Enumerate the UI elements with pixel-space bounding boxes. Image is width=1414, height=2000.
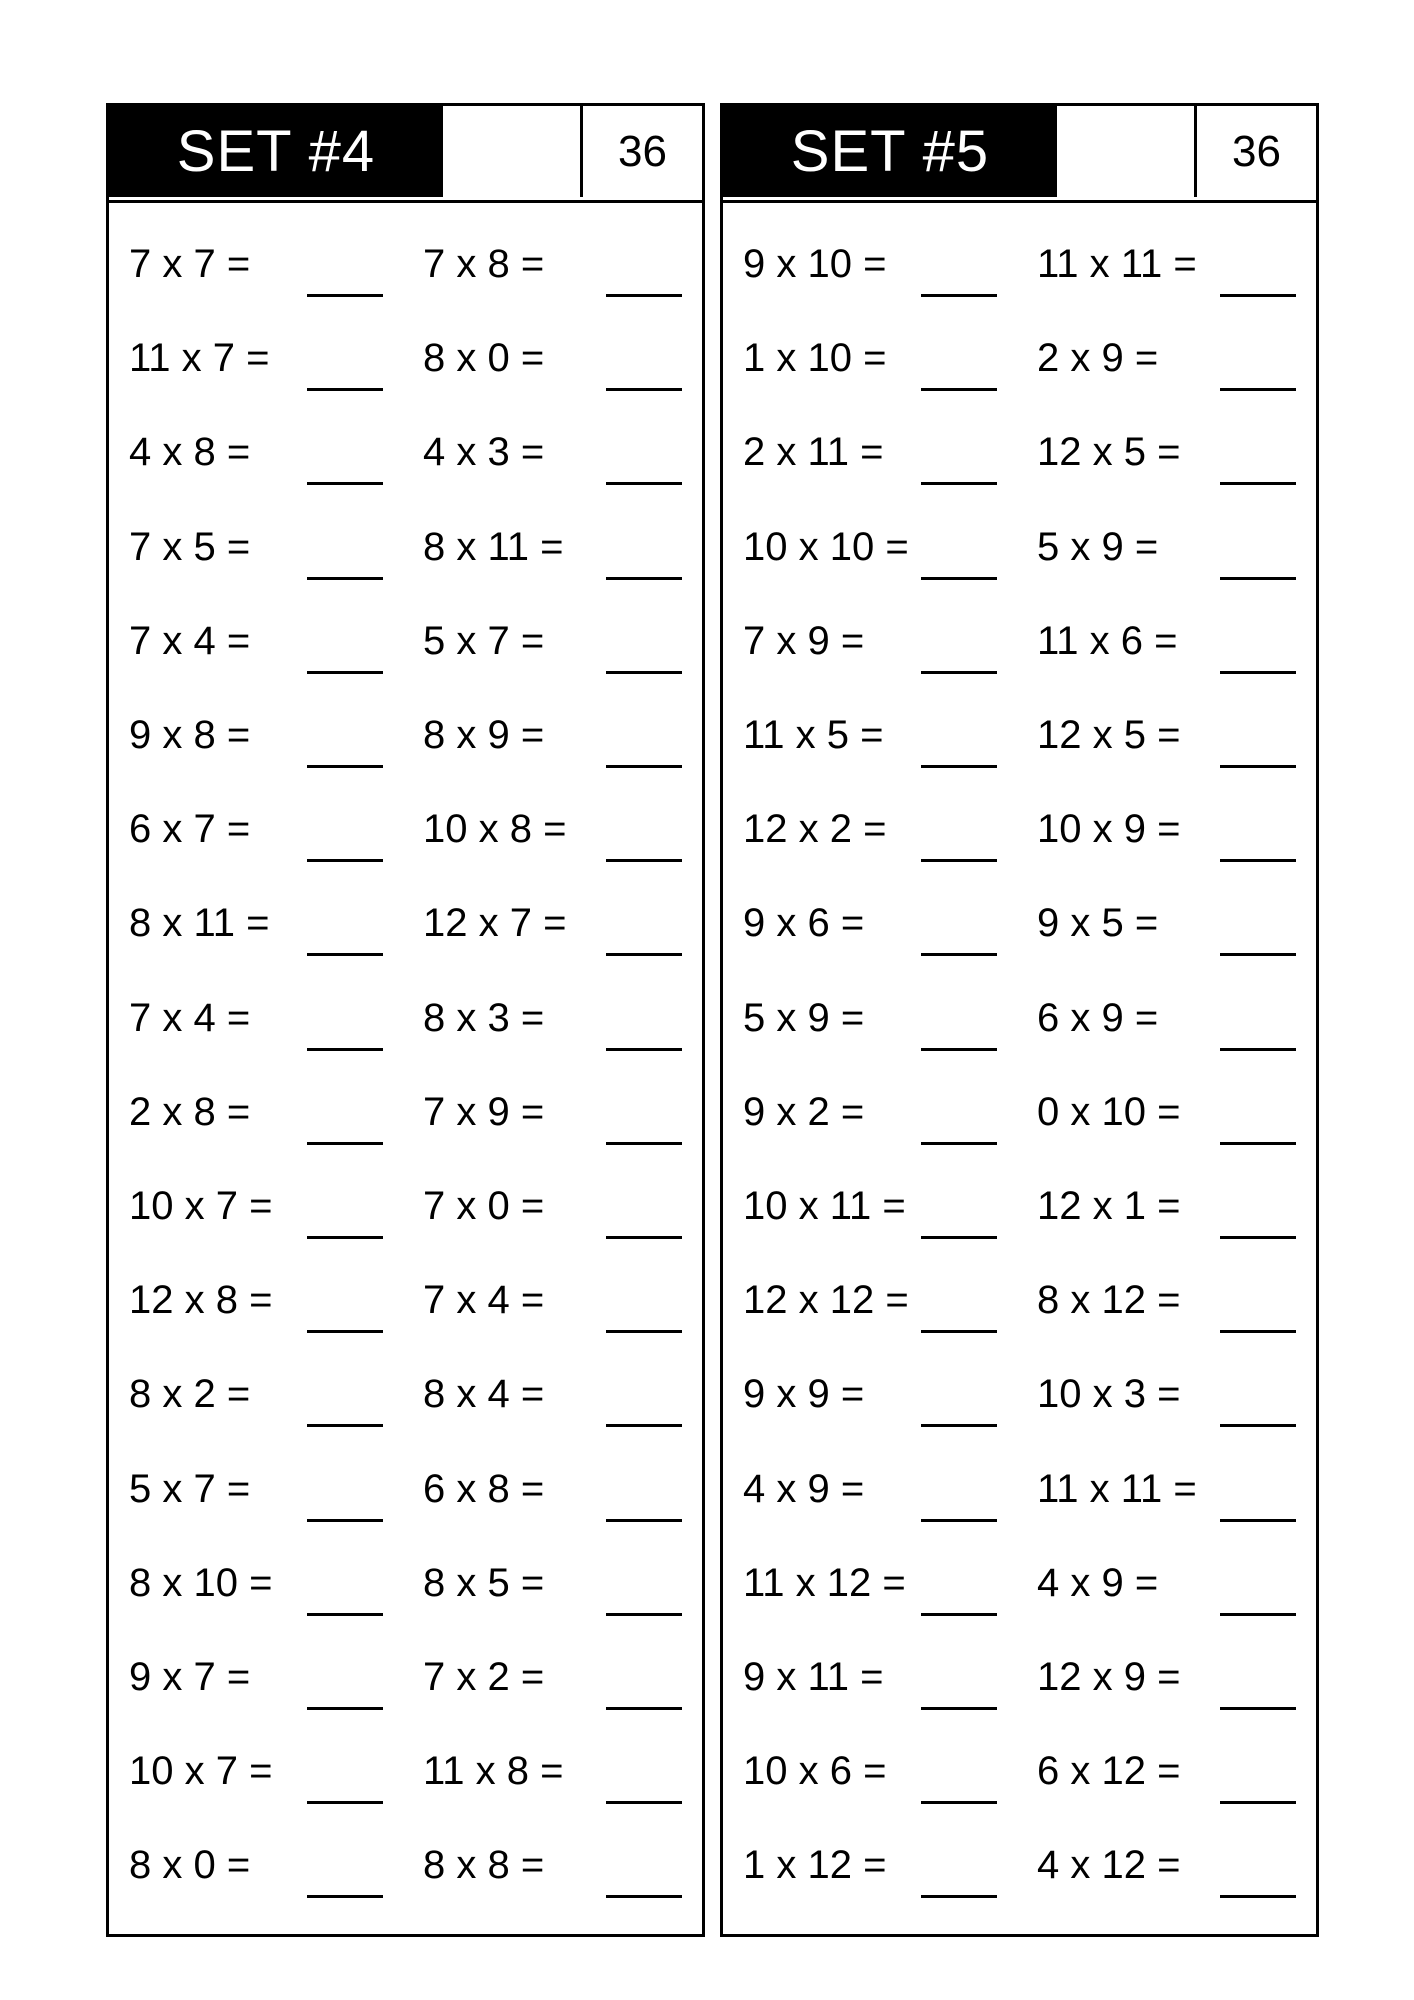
problem-row <box>723 873 1316 963</box>
answer-blank[interactable] <box>921 1801 997 1804</box>
problem-text: 10 x 10 = <box>743 524 909 569</box>
problem-row <box>109 591 702 681</box>
problem-row <box>109 873 702 963</box>
answer-blank[interactable] <box>1220 388 1296 391</box>
problem-row <box>109 1439 702 1529</box>
answer-blank[interactable] <box>307 577 383 580</box>
answer-blank[interactable] <box>307 1330 383 1333</box>
answer-blank[interactable] <box>1220 953 1296 956</box>
problem-row <box>109 214 702 304</box>
set-5-title: SET #5 <box>723 106 1057 197</box>
answer-blank[interactable] <box>1220 1613 1296 1616</box>
problem-row <box>723 1627 1316 1717</box>
answer-blank[interactable] <box>307 1707 383 1710</box>
answer-blank[interactable] <box>1220 671 1296 674</box>
problem-text: 12 x 8 = <box>129 1278 273 1323</box>
problem-text: 9 x 11 = <box>743 1655 884 1699</box>
answer-blank[interactable] <box>606 1707 682 1710</box>
answer-blank[interactable] <box>921 1707 997 1710</box>
problem-text: 12 x 12 = <box>743 1278 909 1323</box>
problem-text: 5 x 9 = <box>1037 524 1159 569</box>
set-4-header <box>109 106 702 203</box>
problem-text: 8 x 9 = <box>423 713 545 757</box>
problem-text: 6 x 7 = <box>129 807 251 852</box>
problem-text: 12 x 1 = <box>1037 1184 1181 1228</box>
answer-blank[interactable] <box>921 1613 997 1616</box>
answer-blank[interactable] <box>921 1048 997 1051</box>
problem-row <box>109 402 702 492</box>
problem-text: 8 x 8 = <box>423 1843 545 1888</box>
problem-text: 9 x 9 = <box>743 1372 865 1417</box>
problem-text: 11 x 6 = <box>1037 618 1178 663</box>
answer-blank[interactable] <box>606 482 682 485</box>
problem-row <box>723 402 1316 492</box>
problem-text: 8 x 2 = <box>129 1372 251 1417</box>
problem-text: 10 x 7 = <box>129 1184 273 1228</box>
problem-text: 7 x 0 = <box>423 1184 545 1228</box>
answer-blank[interactable] <box>921 388 997 391</box>
answer-blank[interactable] <box>307 671 383 674</box>
answer-blank[interactable] <box>1220 859 1296 862</box>
problem-text: 8 x 10 = <box>129 1560 273 1605</box>
problem-text: 4 x 8 = <box>129 430 251 475</box>
answer-blank[interactable] <box>606 1424 682 1427</box>
problem-text: 8 x 12 = <box>1037 1278 1181 1323</box>
answer-blank[interactable] <box>921 1519 997 1522</box>
problem-text: 9 x 7 = <box>129 1655 251 1699</box>
answer-blank[interactable] <box>307 1519 383 1522</box>
answer-blank[interactable] <box>606 294 682 297</box>
problem-text: 11 x 12 = <box>743 1560 906 1605</box>
problem-row <box>723 308 1316 398</box>
problem-row <box>723 1439 1316 1529</box>
problem-text: 8 x 11 = <box>423 524 564 569</box>
answer-blank[interactable] <box>307 859 383 862</box>
answer-blank[interactable] <box>307 294 383 297</box>
answer-blank[interactable] <box>921 1424 997 1427</box>
answer-blank[interactable] <box>606 1895 682 1898</box>
problem-text: 11 x 5 = <box>743 713 884 757</box>
answer-blank[interactable] <box>307 1801 383 1804</box>
problem-row <box>723 1250 1316 1340</box>
answer-blank[interactable] <box>1220 1801 1296 1804</box>
problem-text: 7 x 9 = <box>743 618 865 663</box>
problem-text: 12 x 5 = <box>1037 713 1181 757</box>
answer-blank[interactable] <box>606 765 682 768</box>
problem-text: 2 x 11 = <box>743 430 884 475</box>
answer-blank[interactable] <box>307 1895 383 1898</box>
answer-blank[interactable] <box>606 577 682 580</box>
problem-text: 7 x 4 = <box>129 618 251 663</box>
problem-row <box>723 1062 1316 1152</box>
problem-text: 11 x 11 = <box>1037 242 1197 286</box>
answer-blank[interactable] <box>921 1330 997 1333</box>
problem-text: 12 x 2 = <box>743 807 887 852</box>
problem-text: 2 x 9 = <box>1037 336 1159 381</box>
problem-text: 6 x 9 = <box>1037 995 1159 1040</box>
problem-text: 4 x 9 = <box>743 1466 865 1511</box>
problem-row <box>109 1156 702 1246</box>
answer-blank[interactable] <box>1220 765 1296 768</box>
problem-text: 4 x 9 = <box>1037 1560 1159 1605</box>
problem-row <box>723 1815 1316 1905</box>
answer-blank[interactable] <box>606 1801 682 1804</box>
problem-text: 10 x 9 = <box>1037 807 1181 852</box>
answer-blank[interactable] <box>1220 1330 1296 1333</box>
problem-row <box>109 968 702 1058</box>
answer-blank[interactable] <box>1220 1424 1296 1427</box>
problem-text: 7 x 5 = <box>129 524 251 569</box>
problem-text: 10 x 11 = <box>743 1184 906 1228</box>
answer-blank[interactable] <box>307 953 383 956</box>
answer-blank[interactable] <box>307 1236 383 1239</box>
problem-text: 9 x 10 = <box>743 242 887 286</box>
problem-text: 1 x 10 = <box>743 336 887 381</box>
problem-text: 8 x 3 = <box>423 995 545 1040</box>
problem-text: 7 x 8 = <box>423 242 545 286</box>
problem-text: 8 x 4 = <box>423 1372 545 1417</box>
problem-text: 11 x 11 = <box>1037 1466 1197 1511</box>
set-4-score-box: 36 <box>580 106 702 197</box>
answer-blank[interactable] <box>921 953 997 956</box>
problem-row <box>109 497 702 587</box>
problem-text: 12 x 5 = <box>1037 430 1181 475</box>
problem-row <box>723 1721 1316 1811</box>
problem-row <box>723 591 1316 681</box>
problem-row <box>109 1721 702 1811</box>
problem-text: 10 x 3 = <box>1037 1372 1181 1417</box>
answer-blank[interactable] <box>921 671 997 674</box>
answer-blank[interactable] <box>921 859 997 862</box>
problem-text: 9 x 5 = <box>1037 901 1159 946</box>
problem-text: 9 x 6 = <box>743 901 865 946</box>
answer-blank[interactable] <box>1220 577 1296 580</box>
problem-text: 5 x 7 = <box>129 1466 251 1511</box>
answer-blank[interactable] <box>307 482 383 485</box>
answer-blank[interactable] <box>307 765 383 768</box>
set-5-score-box: 36 <box>1194 106 1316 197</box>
problem-row <box>109 1533 702 1623</box>
problem-text: 12 x 9 = <box>1037 1655 1181 1699</box>
answer-blank[interactable] <box>1220 1895 1296 1898</box>
answer-blank[interactable] <box>921 294 997 297</box>
problem-row <box>723 214 1316 304</box>
answer-blank[interactable] <box>1220 1142 1296 1145</box>
answer-blank[interactable] <box>1220 482 1296 485</box>
answer-blank[interactable] <box>921 1895 997 1898</box>
answer-blank[interactable] <box>606 388 682 391</box>
set-4-name-box[interactable] <box>443 106 580 197</box>
answer-blank[interactable] <box>1220 294 1296 297</box>
answer-blank[interactable] <box>307 388 383 391</box>
answer-blank[interactable] <box>1220 1707 1296 1710</box>
problem-row <box>723 685 1316 775</box>
answer-blank[interactable] <box>606 671 682 674</box>
answer-blank[interactable] <box>606 859 682 862</box>
set-4-panel <box>106 103 705 1937</box>
problem-text: 6 x 8 = <box>423 1466 545 1511</box>
problem-text: 8 x 0 = <box>423 336 545 381</box>
problem-row <box>109 1344 702 1434</box>
answer-blank[interactable] <box>606 1519 682 1522</box>
answer-blank[interactable] <box>606 953 682 956</box>
answer-blank[interactable] <box>921 1142 997 1145</box>
problem-row <box>723 1533 1316 1623</box>
problem-text: 5 x 7 = <box>423 618 545 663</box>
answer-blank[interactable] <box>307 1142 383 1145</box>
answer-blank[interactable] <box>921 577 997 580</box>
set-5-header <box>723 106 1316 203</box>
problem-text: 9 x 8 = <box>129 713 251 757</box>
answer-blank[interactable] <box>921 482 997 485</box>
problem-text: 11 x 8 = <box>423 1749 564 1794</box>
problem-text: 6 x 12 = <box>1037 1749 1181 1794</box>
problem-row <box>109 685 702 775</box>
problem-text: 8 x 0 = <box>129 1843 251 1888</box>
problem-row <box>109 1062 702 1152</box>
problem-text: 8 x 11 = <box>129 901 270 946</box>
answer-blank[interactable] <box>307 1048 383 1051</box>
problem-text: 0 x 10 = <box>1037 1089 1181 1134</box>
set-5-panel <box>720 103 1319 1937</box>
problem-text: 10 x 6 = <box>743 1749 887 1794</box>
problem-row <box>723 779 1316 869</box>
problem-text: 10 x 7 = <box>129 1749 273 1794</box>
problem-row <box>109 1815 702 1905</box>
answer-blank[interactable] <box>1220 1236 1296 1239</box>
answer-blank[interactable] <box>1220 1048 1296 1051</box>
problem-text: 1 x 12 = <box>743 1843 887 1888</box>
answer-blank[interactable] <box>606 1613 682 1616</box>
answer-blank[interactable] <box>606 1048 682 1051</box>
problem-text: 9 x 2 = <box>743 1089 865 1134</box>
answer-blank[interactable] <box>1220 1519 1296 1522</box>
problem-row <box>723 497 1316 587</box>
answer-blank[interactable] <box>606 1142 682 1145</box>
answer-blank[interactable] <box>921 765 997 768</box>
problem-row <box>109 779 702 869</box>
problem-text: 7 x 2 = <box>423 1655 545 1699</box>
problem-row <box>109 1627 702 1717</box>
problem-text: 5 x 9 = <box>743 995 865 1040</box>
problem-row <box>109 1250 702 1340</box>
set-4-title: SET #4 <box>109 106 443 197</box>
answer-blank[interactable] <box>606 1236 682 1239</box>
problem-text: 2 x 8 = <box>129 1089 251 1134</box>
problem-row <box>109 308 702 398</box>
problem-text: 12 x 7 = <box>423 901 567 946</box>
problem-text: 7 x 7 = <box>129 242 251 286</box>
problem-text: 7 x 4 = <box>129 995 251 1040</box>
problem-text: 10 x 8 = <box>423 807 567 852</box>
problem-text: 7 x 4 = <box>423 1278 545 1323</box>
answer-blank[interactable] <box>307 1613 383 1616</box>
problem-text: 11 x 7 = <box>129 336 270 381</box>
set-5-name-box[interactable] <box>1057 106 1194 197</box>
problem-text: 4 x 12 = <box>1037 1843 1181 1888</box>
problem-text: 7 x 9 = <box>423 1089 545 1134</box>
problem-row <box>723 968 1316 1058</box>
problem-text: 4 x 3 = <box>423 430 545 475</box>
problem-row <box>723 1344 1316 1434</box>
answer-blank[interactable] <box>606 1330 682 1333</box>
problem-text: 8 x 5 = <box>423 1560 545 1605</box>
answer-blank[interactable] <box>307 1424 383 1427</box>
answer-blank[interactable] <box>921 1236 997 1239</box>
problem-row <box>723 1156 1316 1246</box>
